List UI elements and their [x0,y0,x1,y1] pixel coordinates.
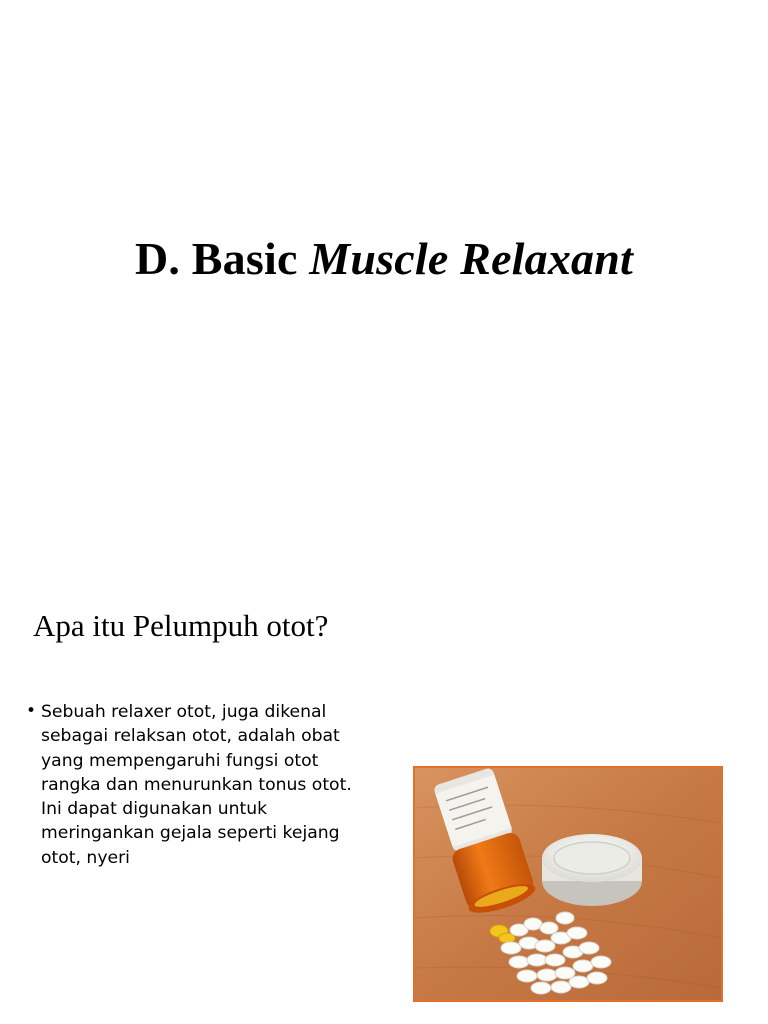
bullet-icon: • [26,701,37,721]
pill-bottle-illustration [415,768,721,1000]
title-italic-text: Muscle Relaxant [309,233,634,284]
slide-content [0,520,768,1024]
pill-bottle-photo [413,766,723,1002]
bullet-item [26,700,376,870]
bottle-cap [542,834,642,906]
slide-heading: Apa itu Pelumpuh otot? [33,608,329,643]
title-plain-text: D. Basic [134,233,310,284]
slide-title-heading [0,232,768,285]
bullet-text: Sebuah relaxer otot, juga dikenal sebagai relaksan otot, adalah obat yang mempengaruhi fungsi otot rangka dan menurunkan tonus otot. Ini dapat digunakan untuk meringankan gejala seperti kejang otot, nyeri [41,702,352,868]
